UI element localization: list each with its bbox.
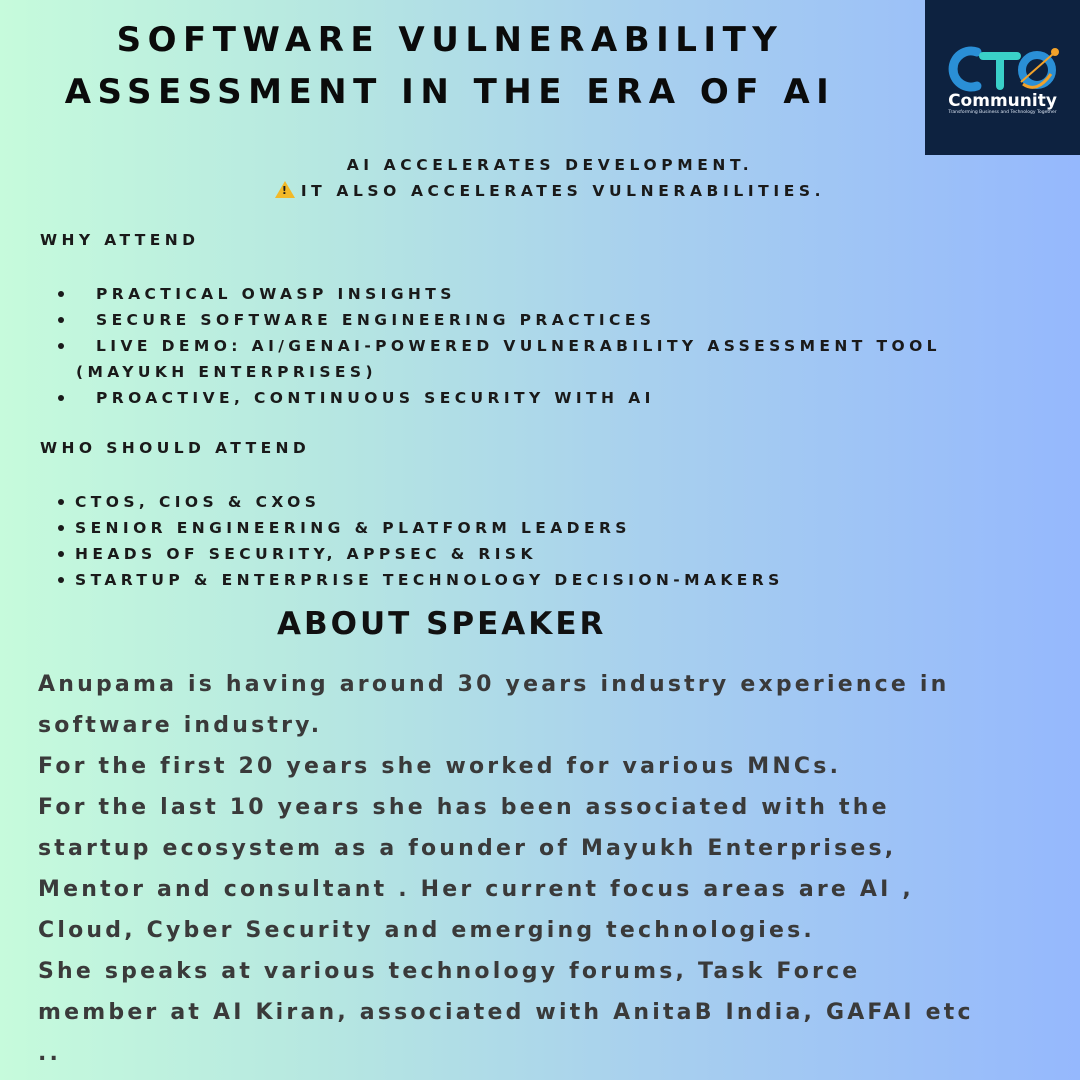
bio-line: member at AI Kiran, associated with AnitaB India, GAFAI etc — [38, 1000, 974, 1025]
why-attend-heading: WHY ATTEND — [40, 231, 200, 249]
logo-wordmark: Community — [948, 91, 1057, 111]
bio-line: For the last 10 years she has been associated with the — [38, 795, 890, 820]
bio-line: Mentor and consultant . Her current focus areas are AI , — [38, 877, 914, 902]
tagline-line-2-text: IT ALSO ACCELERATES VULNERABILITIES. — [300, 182, 826, 200]
page-title — [20, 14, 880, 118]
list-item: SECURE SOFTWARE ENGINEERING PRACTICES — [56, 307, 1056, 333]
list-item: PROACTIVE, CONTINUOUS SECURITY WITH AI — [56, 385, 1056, 411]
list-item: CTOS, CIOS & CXOS — [58, 489, 1058, 515]
list-item: LIVE DEMO: AI/GENAI-POWERED VULNERABILITY ASSESSMENT TOOL (MAYUKH ENTERPRISES) — [56, 333, 1056, 385]
tagline-line-2 — [230, 178, 870, 204]
cto-logo-mark-icon — [925, 0, 1080, 155]
list-item: PRACTICAL OWASP INSIGHTS — [56, 281, 1056, 307]
bio-line: software industry. — [38, 713, 323, 738]
bio-line: Cloud, Cyber Security and emerging technologies. — [38, 918, 815, 943]
tagline-line-1: AI ACCELERATES DEVELOPMENT. — [346, 156, 754, 174]
bio-line: .. — [38, 1041, 62, 1066]
list-item: HEADS OF SECURITY, APPSEC & RISK — [58, 541, 1058, 567]
cto-community-logo — [925, 0, 1080, 155]
bio-line: She speaks at various technology forums, Task Force — [38, 959, 861, 984]
bio-line: Anupama is having around 30 years industry experience in — [38, 672, 950, 697]
bio-line: startup ecosystem as a founder of Mayukh Enterprises, — [38, 836, 897, 861]
who-should-attend-heading: WHO SHOULD ATTEND — [40, 439, 311, 457]
about-speaker-heading: ABOUT SPEAKER — [277, 606, 607, 642]
warning-icon — [275, 181, 295, 198]
list-item-continuation: (MAYUKH ENTERPRISES) — [76, 363, 377, 381]
speaker-bio — [38, 664, 1058, 1074]
title-line-1: SOFTWARE VULNERABILITY — [116, 20, 784, 60]
list-item: STARTUP & ENTERPRISE TECHNOLOGY DECISION-MAKERS — [58, 567, 1058, 593]
hero-tagline — [230, 152, 870, 204]
list-item: SENIOR ENGINEERING & PLATFORM LEADERS — [58, 515, 1058, 541]
why-attend-list — [56, 281, 1056, 411]
logo-tagline: Transforming Business and Technology Together — [948, 110, 1057, 115]
title-line-2: ASSESSMENT IN THE ERA OF AI — [64, 72, 836, 112]
who-should-attend-list — [58, 489, 1058, 593]
bio-line: For the first 20 years she worked for various MNCs. — [38, 754, 842, 779]
